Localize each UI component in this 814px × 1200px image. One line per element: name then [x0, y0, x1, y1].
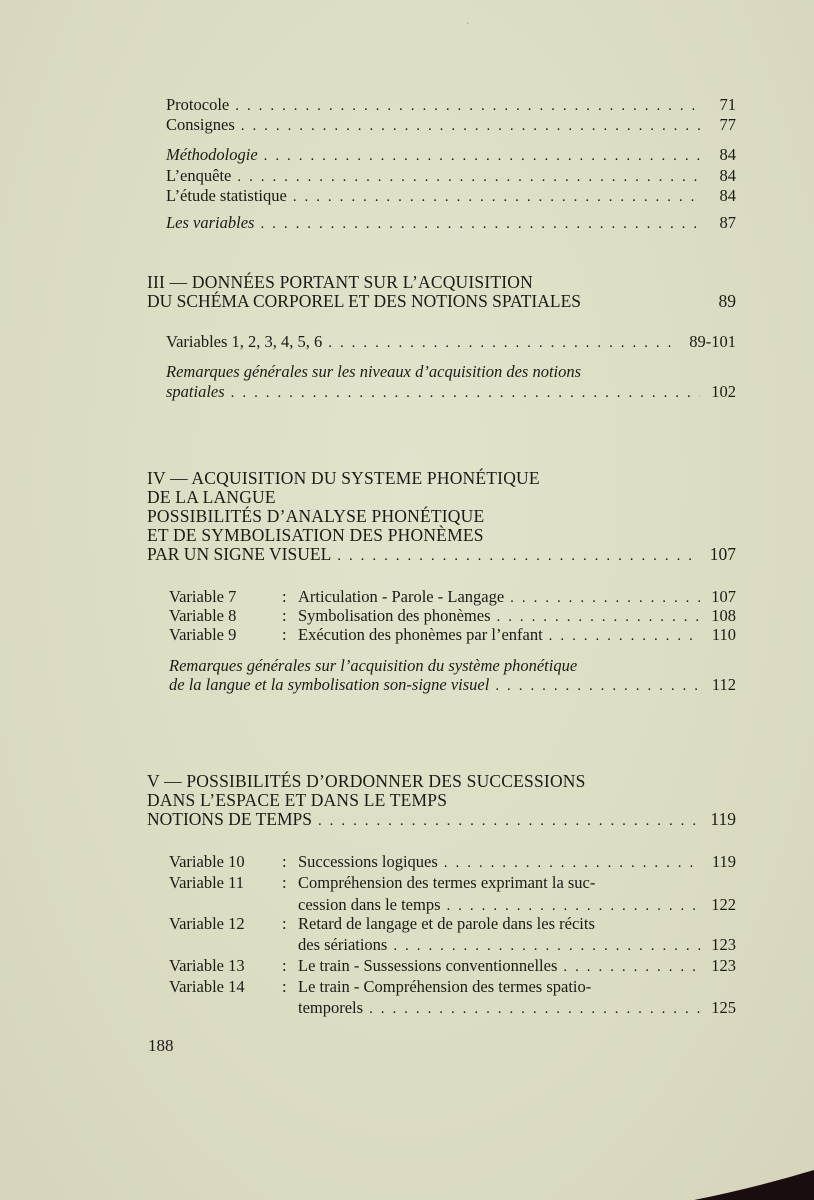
variable-title: Articulation - Parole - Langage — [298, 587, 505, 606]
leader-dots — [393, 936, 700, 956]
section-heading-line: III — DONNÉES PORTANT SUR L’ACQUISITION — [147, 272, 533, 292]
variable-entry[interactable] — [169, 852, 736, 873]
colon: : — [282, 852, 287, 871]
toc-entry-title: L’enquête — [166, 166, 232, 185]
variable-title: Retard de langage et de parole dans les récits — [298, 914, 595, 933]
leader-dots — [318, 811, 700, 831]
leader-dots — [549, 626, 700, 646]
variable-title: Compréhension des termes exprimant la suc- — [298, 873, 596, 892]
section-page: 89 — [718, 291, 736, 311]
section-heading-line: ET DE SYMBOLISATION DES PHONÈMES — [147, 525, 484, 545]
variable-label: Variable 11 — [169, 873, 244, 892]
leader-dots — [293, 187, 700, 207]
toc-entry-page: 84 — [719, 145, 736, 164]
variable-entry[interactable] — [169, 873, 736, 893]
leader-dots — [237, 167, 700, 187]
variable-entry-cont[interactable] — [298, 895, 736, 916]
leader-dots — [337, 546, 700, 566]
variable-label: Variable 14 — [169, 977, 245, 996]
variable-title: Successions logiques — [298, 852, 438, 871]
variable-page: 110 — [711, 625, 736, 644]
section-heading[interactable] — [147, 291, 736, 311]
variable-entry[interactable] — [169, 625, 736, 646]
toc-entry[interactable] — [166, 145, 736, 166]
section-heading-line: V — POSSIBILITÉS D’ORDONNER DES SUCCESSIONS — [147, 771, 586, 791]
variable-title: Exécution des phonèmes par l’enfant — [298, 625, 543, 644]
toc-entry-title: Consignes — [166, 115, 235, 134]
leader-dots — [497, 607, 701, 627]
leader-dots — [241, 116, 700, 136]
toc-entry[interactable] — [169, 675, 736, 696]
variable-page: 125 — [711, 998, 736, 1017]
section-heading-line: NOTIONS DE TEMPS — [147, 809, 312, 829]
toc-entry-page: 84 — [719, 186, 736, 205]
toc-entry-page: 102 — [711, 382, 736, 401]
variable-entry-cont[interactable] — [298, 935, 736, 956]
toc-entry-page: 77 — [719, 115, 736, 134]
section-page: 107 — [709, 544, 736, 564]
section-heading-line: PAR UN SIGNE VISUEL — [147, 544, 332, 564]
toc-entry-line — [169, 656, 577, 676]
leader-dots — [444, 853, 700, 873]
leader-dots — [231, 383, 700, 403]
remarks-title: de la langue et la symbolisation son-signe visuel — [169, 675, 490, 694]
colon: : — [282, 977, 287, 996]
colon: : — [282, 606, 287, 625]
toc-entry[interactable] — [166, 213, 736, 234]
variable-title: Le train - Compréhension des termes spatio- — [298, 977, 592, 996]
leader-dots — [260, 214, 700, 234]
variable-page: 108 — [711, 606, 736, 625]
leader-dots — [447, 896, 700, 916]
variable-label: Variable 10 — [169, 852, 245, 871]
variable-entry[interactable] — [169, 956, 736, 977]
toc-entry-page: 89-101 — [689, 332, 736, 351]
leader-dots — [264, 146, 700, 166]
toc-entry-page: 87 — [719, 213, 736, 232]
variable-page: 123 — [711, 935, 736, 954]
toc-entry[interactable] — [166, 166, 736, 187]
section-heading[interactable] — [147, 809, 736, 831]
variable-entry[interactable] — [169, 587, 736, 608]
variable-entry[interactable] — [169, 977, 736, 997]
toc-entry-page: 112 — [711, 675, 736, 694]
section-heading-line: POSSIBILITÉS D’ANALYSE PHONÉTIQUE — [147, 506, 485, 526]
leader-dots — [495, 676, 700, 696]
toc-entry-line — [166, 362, 581, 382]
variable-label: Variable 12 — [169, 914, 245, 933]
toc-entry-title: Méthodologie — [166, 145, 258, 164]
colon: : — [282, 914, 287, 933]
toc-entry-title: Les variables — [166, 213, 255, 232]
toc-entry-page: 71 — [719, 95, 736, 114]
page-edge-shadow — [694, 1170, 814, 1200]
section-page: 119 — [710, 809, 736, 829]
variable-label: Variable 7 — [169, 587, 237, 606]
toc-entry-page: 84 — [719, 166, 736, 185]
colon: : — [282, 873, 287, 892]
leader-dots — [235, 96, 700, 116]
toc-entry-title: spatiales — [166, 382, 225, 401]
leader-dots — [510, 588, 700, 608]
top-mark: ` — [466, 22, 470, 33]
toc-entry[interactable] — [166, 186, 736, 207]
variable-page: 123 — [711, 956, 736, 975]
toc-entry-title: Variables 1, 2, 3, 4, 5, 6 — [166, 332, 323, 351]
variable-title: des sériations — [298, 935, 388, 954]
section-heading[interactable] — [147, 544, 736, 566]
remarks-title: Remarques générales sur l’acquisition du système phonétique — [169, 656, 578, 675]
colon: : — [282, 956, 287, 975]
toc-entry-title: Protocole — [166, 95, 230, 114]
variable-page: 107 — [711, 587, 736, 606]
variable-title: Symbolisation des phonèmes — [298, 606, 491, 625]
variable-entry[interactable] — [169, 914, 736, 934]
variable-entry[interactable] — [169, 606, 736, 627]
colon: : — [282, 625, 287, 644]
variable-page: 122 — [711, 895, 736, 914]
variable-title: cession dans le temps — [298, 895, 441, 914]
variable-entry-cont[interactable] — [298, 998, 736, 1019]
toc-entry-title: Remarques générales sur les niveaux d’acquisition des notions — [166, 362, 582, 381]
toc-entry[interactable] — [166, 95, 736, 116]
toc-entry[interactable] — [166, 382, 736, 403]
toc-entry[interactable] — [166, 115, 736, 136]
variable-label: Variable 9 — [169, 625, 237, 644]
section-heading-line: DU SCHÉMA CORPOREL ET DES NOTIONS SPATIALES — [147, 291, 581, 311]
toc-entry-title: L’étude statistique — [166, 186, 287, 205]
leader-dots — [369, 999, 700, 1019]
section-heading-line: DE LA LANGUE — [147, 487, 276, 507]
section-heading-line: DANS L’ESPACE ET DANS LE TEMPS — [147, 790, 448, 810]
page-number: 188 — [148, 1036, 174, 1055]
variable-title: Le train - Sussessions conventionnelles — [298, 956, 558, 975]
colon: : — [282, 587, 287, 606]
variable-label: Variable 8 — [169, 606, 237, 625]
variable-title: temporels — [298, 998, 364, 1017]
variable-label: Variable 13 — [169, 956, 245, 975]
leader-dots — [563, 957, 700, 977]
leader-dots — [328, 333, 680, 353]
section-heading-line: IV — ACQUISITION DU SYSTEME PHONÉTIQUE — [147, 468, 540, 488]
toc-entry[interactable] — [166, 332, 736, 353]
variable-page: 119 — [711, 852, 736, 871]
